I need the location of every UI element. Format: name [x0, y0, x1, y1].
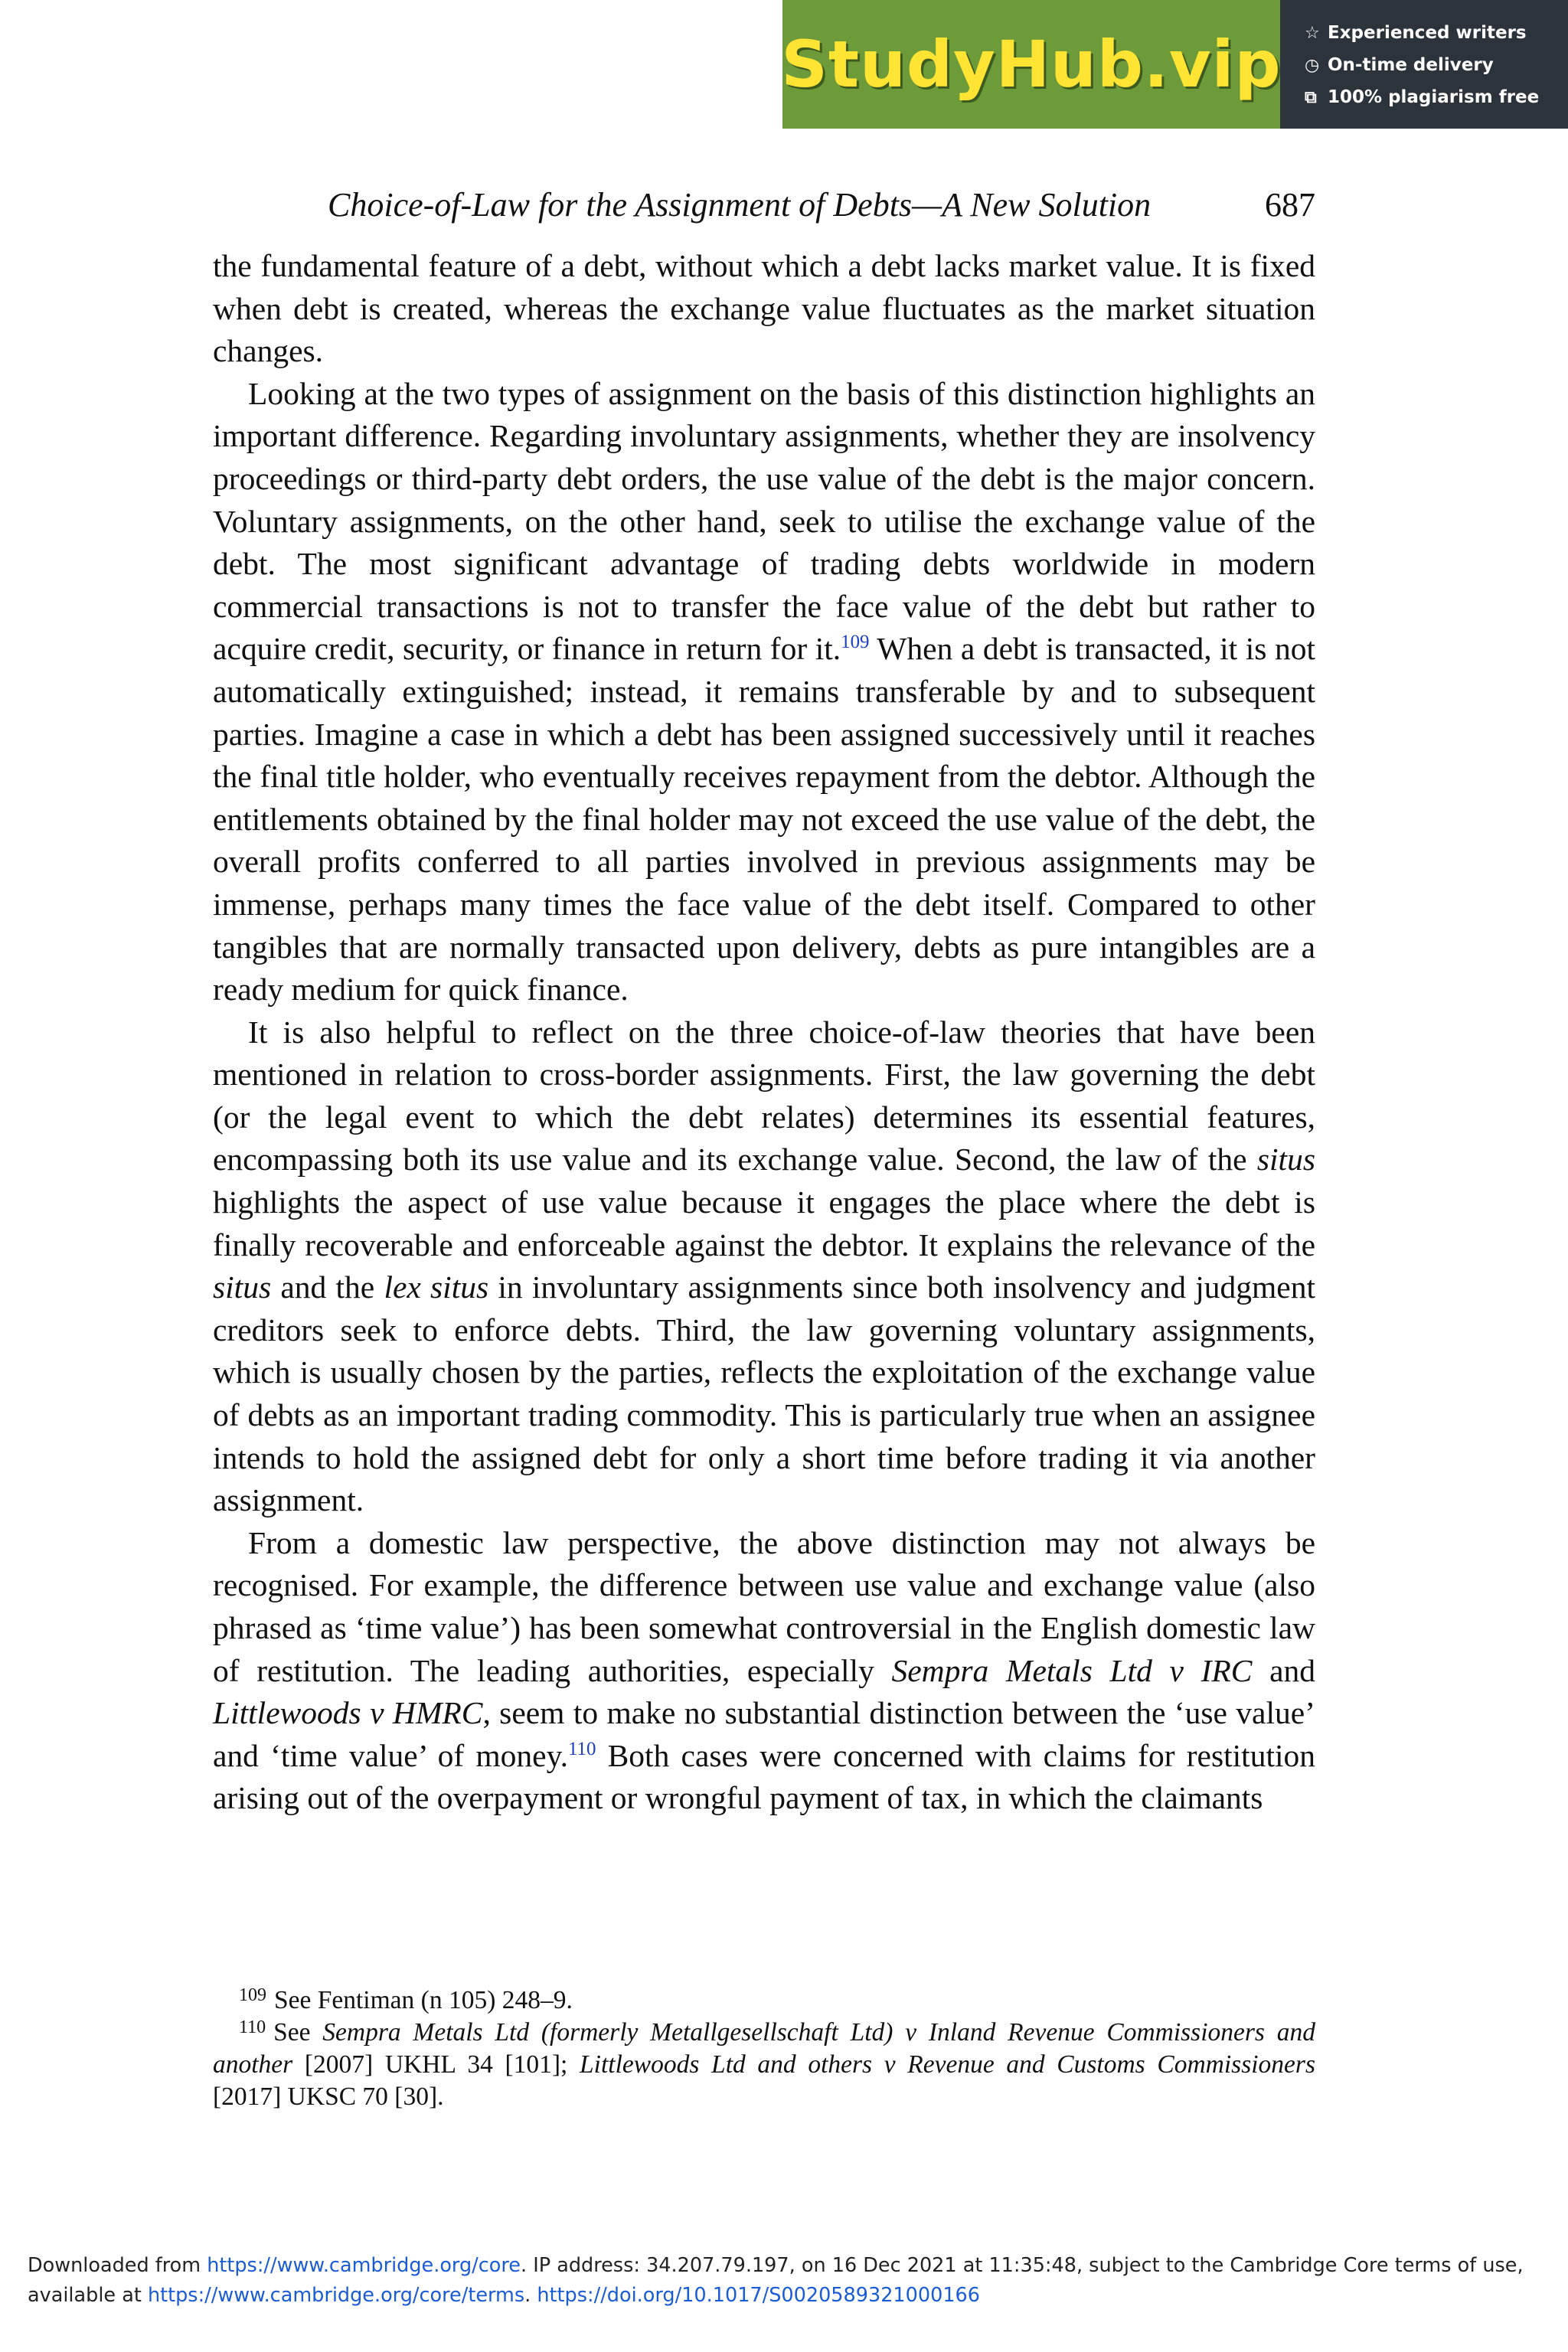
- footnote-ref-110[interactable]: 110: [568, 1738, 596, 1759]
- paragraph-1: the fundamental feature of a debt, without which a debt lacks market value. It is fixed when debt is created, whereas the exchange value fluctuates as the market situation changes.: [213, 248, 1315, 369]
- page-number: 687: [1265, 186, 1315, 224]
- footnote-number: 110: [239, 2017, 266, 2037]
- running-title: Choice-of-Law for the Assignment of Debts—A New Solution: [328, 186, 1152, 224]
- running-header: [213, 182, 1315, 228]
- studyhub-logo-text: StudyHub.vip: [781, 27, 1282, 102]
- banner-feature-label: 100% plagiarism free: [1328, 87, 1540, 107]
- paragraph-3: It is also helpful to reflect on the three choice-of-law theories that have been mentioned in relation to cross-border assignments. First, the law governing the debt (or the legal event to which the debt relates) determines its essential features, encompassing both its use value and its exchange value. Second, the law of the situs highlights the aspect of use value because it engages the place where the debt is finally recoverable and enforceable against the debtor. It explains the relevance of the situs and the lex situs in involuntary assignments since both insolvency and judgment creditors seek to enforce debts. Third, the law governing voluntary assignments, which is usually chosen by the parties, reflects the exploitation of the exchange value of debts as an important trading commodity. This is particularly true when an assignee intends to hold the assigned debt for only a short time before trading it via another assignment.: [213, 1014, 1315, 1518]
- banner-feature-label: Experienced writers: [1328, 23, 1527, 43]
- footnote-109: $^{109}$ See Fentiman (n 105) 248–9.: [239, 1985, 573, 2014]
- footnote-ref-109[interactable]: 109: [841, 632, 870, 653]
- clock-icon: ◷: [1305, 55, 1320, 75]
- doi-link[interactable]: https://doi.org/10.1017/S0020589321000166: [537, 2284, 980, 2307]
- copy-icon: ⧉: [1305, 87, 1317, 107]
- article-body: [213, 245, 1315, 1820]
- paragraph-2: Looking at the two types of assignment on the basis of this distinction highlights an important difference. Regarding involuntary assignments, whether they are insolvency proceedings or third-party debt orders, the use value of the debt is the major concern. Voluntary assignments, on the other hand, seek to utilise the exchange value of the debt. The most significant advantage of trading debts worldwide in modern commercial transactions is not to transfer the face value of the debt but rather to acquire credit, security, or finance in return for it.$^{109}$ When a debt is transacted, it is not automatically extinguished; instead, it remains transferable by and to subsequent parties. Imagine a case in which a debt has been assigned successively until it reaches the final title holder, who eventually receives repayment from the debtor. Although the entitlements obtained by the final holder may not exceed the use value of the debt, the overall profits conferred to all parties involved in previous assignments may be immense, perhaps many times the face value of the debt itself. Compared to other tangibles that are normally transacted upon delivery, debts as pure intangibles are a ready medium for quick finance.: [213, 375, 1315, 1008]
- studyhub-banner[interactable]: [782, 0, 1568, 129]
- download-notice: Downloaded from https://www.cambridge.org/core. IP address: 34.207.79.197, on 16 Dec 2021 at 11:35:48, subject to the Cambridge Core terms of use, available at https://www.cambridge.org/core/terms. https://doi.org/10.1017/S0020589321000166: [28, 2254, 1524, 2307]
- cambridge-terms-link[interactable]: https://www.cambridge.org/core/terms: [147, 2284, 525, 2307]
- banner-feature-plagiarism-free: [1305, 81, 1565, 113]
- footnote-110: $^{110}$ See Sempra Metals Ltd (formerly Metallgesellschaft Ltd) v Inland Revenue Commissioners and another [2007] UKHL 34 [101]; Littlewoods Ltd and others v Revenue and Customs Commissioners [2017] UKSC 70 [30].: [213, 2017, 1315, 2111]
- banner-feature-on-time-delivery: [1305, 49, 1565, 81]
- banner-feature-list: [1305, 17, 1565, 113]
- banner-feature-label: On-time delivery: [1328, 55, 1494, 75]
- cambridge-core-link[interactable]: https://www.cambridge.org/core: [207, 2254, 521, 2277]
- footnotes: [213, 1984, 1315, 2113]
- star-outline-icon: ☆: [1305, 23, 1320, 43]
- studyhub-logo[interactable]: [782, 0, 1280, 129]
- banner-feature-experienced-writers: [1305, 17, 1565, 49]
- paragraph-4: From a domestic law perspective, the above distinction may not always be recognised. For example, the difference between use value and exchange value (also phrased as ‘time value’) has been somewhat controversial in the English domestic law of restitution. The leading authorities, especially Sempra Metals Ltd v IRC and Littlewoods v HMRC, seem to make no substantial distinction between the ‘use value’ and ‘time value’ of money.$^{110}$ Both cases were concerned with claims for restitution arising out of the overpayment or wrongful payment of tax, in which the claimants: [213, 1524, 1316, 1816]
- footnote-number: 109: [239, 1985, 266, 2005]
